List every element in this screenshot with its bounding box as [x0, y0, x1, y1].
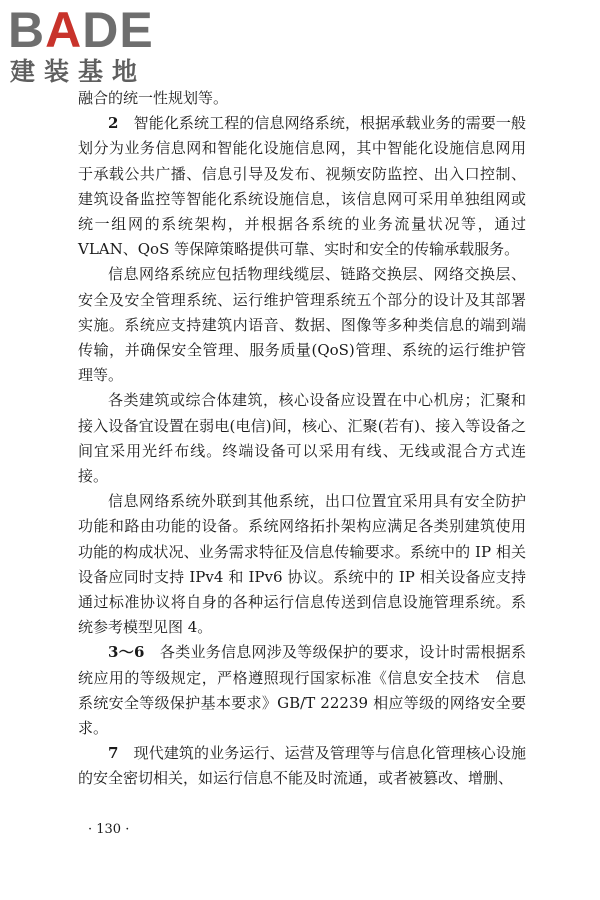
- paragraph-text: 各类业务信息网涉及等级保护的要求，设计时需根据系统应用的等级规定，严格遵照现行国家标准《信息安全技术 信息系统安全等级保护基本要求》GB/T 22239 相应等级的网络安全要求。: [78, 643, 526, 738]
- item-number: 2: [108, 114, 119, 133]
- logo-letter-b: B: [8, 2, 46, 58]
- paragraph-core-devices: [78, 388, 526, 489]
- paragraph-network-layers: [78, 262, 526, 388]
- paragraph-item-7: [78, 741, 526, 791]
- document-body: [78, 86, 526, 792]
- item-number: 7: [108, 744, 119, 763]
- logo: [8, 2, 178, 92]
- paragraph-text: 现代建筑的业务运行、运营及管理等与信息化管理核心设施的安全密切相关，如运行信息不能及时流通，或者被篡改、增删、: [78, 744, 526, 788]
- paragraph-item-2: [78, 111, 526, 262]
- item-number: 3～6: [108, 643, 145, 662]
- logo-letter-a: A: [45, 2, 83, 58]
- page-number: · 130 ·: [88, 822, 130, 837]
- paragraph-text: 信息网络系统应包括物理线缆层、链路交换层、网络交换层、安全及安全管理系统、运行维护管理系统五个部分的设计及其部署实施。系统应支持建筑内语音、数据、图像等多种类信息的端到端传输，并确保安全管理、服务质量(QoS)管理、系统的运行维护管理等。: [78, 265, 526, 385]
- logo-subtitle: 建装基地: [10, 57, 147, 86]
- paragraph-text: 融合的统一性规划等。: [78, 89, 229, 107]
- paragraph-text: 信息网络系统外联到其他系统，出口位置宜采用具有安全防护功能和路由功能的设备。系统网络拓扑架构应满足各类别建筑使用功能的构成状况、业务需求特征及信息传输要求。系统中的 IP 相关设备应同时支持 IPv4 和 IPv6 协议。系统中的 IP 相关设备应支持通过标准协议将自身的各种运行信息传送到信息设施管理系统。系统参考模型见图 4。: [78, 492, 526, 637]
- paragraph-continuation: [78, 86, 526, 111]
- paragraph-text: 智能化系统工程的信息网络系统，根据承载业务的需要一般划分为业务信息网和智能化设施信息网，其中智能化设施信息网用于承载公共广播、信息引导及发布、视频安防监控、出入口控制、建筑设备监控等智能化系统设施信息，该信息网可采用单独组网或统一组网的系统架构，并根据各系统的业务流量状况等，通过 VLAN、QoS 等保障策略提供可靠、实时和安全的传输承载服务。: [78, 114, 526, 259]
- paragraph-external-links: [78, 489, 526, 640]
- paragraph-text: 各类建筑或综合体建筑，核心设备应设置在中心机房；汇聚和接入设备宜设置在弱电(电信)间，核心、汇聚(若有)、接入等设备之间宜采用光纤布线。终端设备可以采用有线、无线或混合方式连接。: [78, 391, 526, 486]
- logo-wordmark: [8, 2, 154, 58]
- paragraph-item-3-6: [78, 640, 526, 741]
- logo-letters-de: DE: [82, 2, 154, 58]
